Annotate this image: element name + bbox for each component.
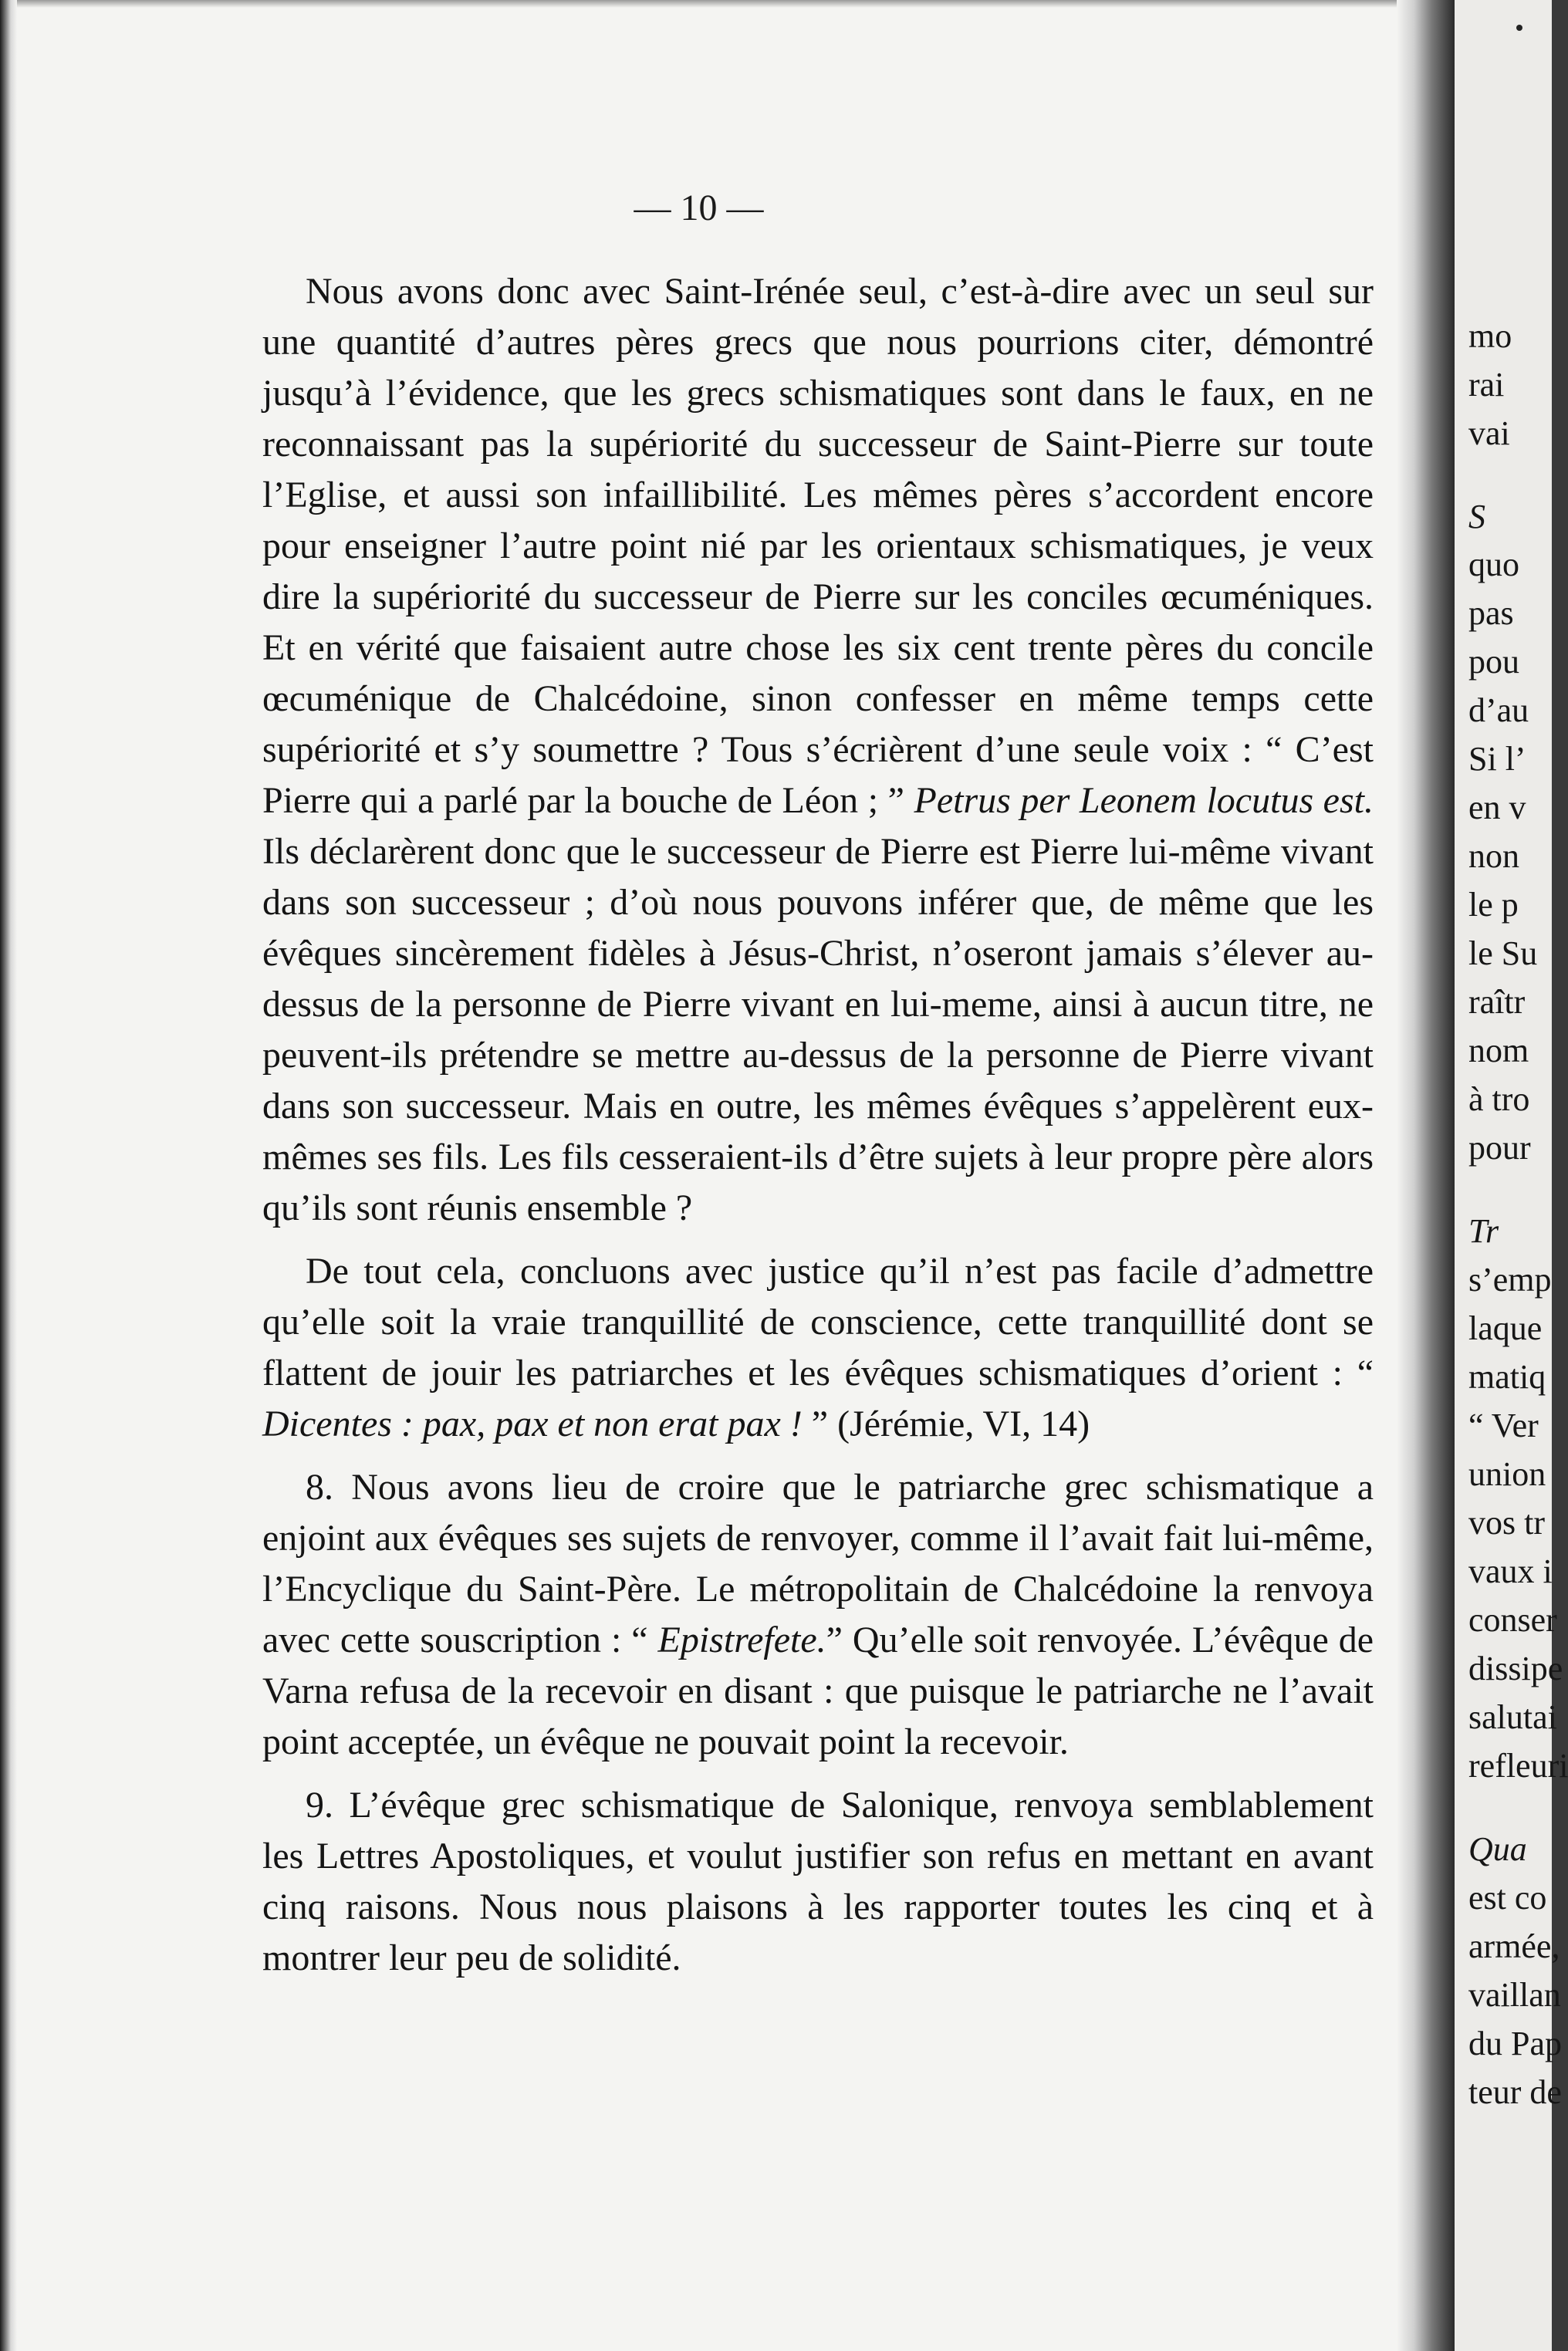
facing-page-fragment: vaillan: [1468, 1976, 1561, 2014]
paragraph: [262, 1462, 1374, 1768]
facing-page-fragment: vos tr: [1468, 1504, 1545, 1542]
facing-page-fragment: union: [1468, 1455, 1546, 1493]
facing-page-fragment: rai: [1468, 366, 1505, 404]
facing-page-fragment: est co: [1468, 1879, 1547, 1917]
facing-page-fragment: s’emp: [1468, 1261, 1552, 1299]
facing-page-fragment: du Pap: [1468, 2025, 1562, 2062]
facing-page-fragment: le Su: [1468, 934, 1538, 972]
facing-page-fragment: “ Ver: [1468, 1407, 1539, 1444]
paragraph: [262, 266, 1374, 1234]
page-left-edge: [0, 0, 17, 2351]
facing-page-fragment: Tr: [1468, 1212, 1499, 1250]
text-segment: ” Qu’elle soit renvoyée. L’évêque de Varna refusa de la recevoir en disant : que puisque le patriarche ne l’avait point acceptée, un évêque ne pouvait point la recevoir.: [262, 1620, 1374, 1762]
ink-dot-mark: [1516, 25, 1522, 31]
facing-page-fragment: Qua: [1468, 1830, 1527, 1868]
facing-page-fragment: conser: [1468, 1601, 1557, 1639]
facing-page-fragment: mo: [1468, 317, 1512, 355]
italic-text: Epistrefete.: [657, 1620, 826, 1660]
facing-page-fragment: vai: [1468, 414, 1510, 452]
italic-text: Dicentes : pax, pax et non erat pax !: [262, 1404, 803, 1444]
facing-page-fragment: vaux i: [1468, 1552, 1553, 1590]
page-top-edge: [0, 0, 1439, 8]
text-segment: ” (Jérémie, VI, 14): [802, 1404, 1090, 1444]
facing-page-fragment: raîtr: [1468, 983, 1526, 1021]
text-segment: 9. L’évêque grec schismatique de Salonique, renvoya semblablement les Lettres Apostoliques, et voulut justifier son refus en mettant en avant cinq raisons. Nous nous plaisons à les rapporter toutes les cinq et à montrer leur peu de solidité.: [262, 1785, 1374, 1978]
facing-page-fragment: salutai: [1468, 1698, 1557, 1736]
italic-text: Petrus per Leonem locutus est.: [914, 780, 1374, 821]
facing-page-fragment: pour: [1468, 1129, 1531, 1167]
text-segment: De tout cela, concluons avec justice qu’il n’est pas facile d’admettre qu’elle soit la vraie tranquillité de conscience, cette tranquillité dont se flattent de jouir les patriarches et les évêques schismatiques d’orient : “: [262, 1251, 1374, 1393]
facing-page-fragment: non: [1468, 837, 1519, 875]
facing-page-fragment: dissipe: [1468, 1650, 1563, 1687]
facing-page-fragment: le p: [1468, 886, 1519, 924]
facing-page-fragment: matiq: [1468, 1358, 1546, 1396]
facing-page-fragment: en v: [1468, 789, 1526, 826]
paragraph: [262, 1780, 1374, 1984]
book-gutter: [1397, 0, 1455, 2351]
body-text: [262, 266, 1374, 1996]
facing-page-fragment: laque: [1468, 1309, 1543, 1347]
page-number: — 10 —: [634, 187, 764, 228]
text-segment: 8. Nous avons lieu de croire que le patriarche grec schismatique a enjoint aux évêques ses sujets de renvoyer, comme il l’avait fait lui-même, l’Encyclique du Saint-Père. Le métropolitain de Chalcédoine la renvoya avec cette souscription : “: [262, 1467, 1374, 1660]
facing-page-fragment: à tro: [1468, 1080, 1530, 1118]
facing-page-fragment: pas: [1468, 594, 1514, 632]
facing-page-fragment: pou: [1468, 643, 1519, 681]
facing-page: [1455, 0, 1568, 2351]
paragraph: [262, 1246, 1374, 1450]
facing-page-fragment: quo: [1468, 546, 1519, 583]
facing-page-fragment: armée,: [1468, 1927, 1560, 1965]
facing-page-fragment: nom: [1468, 1032, 1529, 1069]
facing-page-fragment: teur de: [1468, 2073, 1562, 2111]
text-segment: Nous avons donc avec Saint-Irénée seul, c’est-à-dire avec un seul sur une quantité d’autres pères grecs que nous pourrions citer, démontré jusqu’à l’évidence, que les grecs schismatiques sont dans le faux, en ne reconnaissant pas la supériorité du successeur de Saint-Pierre sur toute l’Eglise, et aussi son infaillibilité. Les mêmes pères s’accordent encore pour enseigner l’autre point nié par les orientaux schismatiques, je veux dire la supériorité du successeur de Pierre sur les conciles œcuméniques. Et en vérité que faisaient autre chose les six cent trente pères du concile œcuménique de Chalcédoine, sinon confesser en même temps cette supériorité et s’y soumettre ? Tous s’écrièrent d’une seule voix : “ C’est Pierre qui a parlé par la bouche de Léon ; ”: [262, 271, 1374, 821]
facing-page-fragment: d’au: [1468, 691, 1529, 729]
facing-page-fragment: S: [1468, 498, 1485, 535]
facing-page-fragment: Si l’: [1468, 740, 1526, 778]
facing-page-fragment: refleuri: [1468, 1747, 1568, 1785]
text-segment: Ils déclarèrent donc que le successeur de Pierre est Pierre lui-même vivant dans son successeur ; d’où nous pouvons inférer que, de même que les évêques sincèrement fidèles à Jésus-Christ, n’oseront jamais s’élever au-dessus de la personne de Pierre vivant en lui-meme, ainsi à aucun titre, ne peuvent-ils prétendre se mettre au-dessus de la personne de Pierre vivant dans son successeur. Mais en outre, les mêmes évêques s’appelèrent eux-mêmes ses fils. Les fils cesseraient-ils d’être sujets à leur propre père alors qu’ils sont réunis ensemble ?: [262, 831, 1374, 1228]
